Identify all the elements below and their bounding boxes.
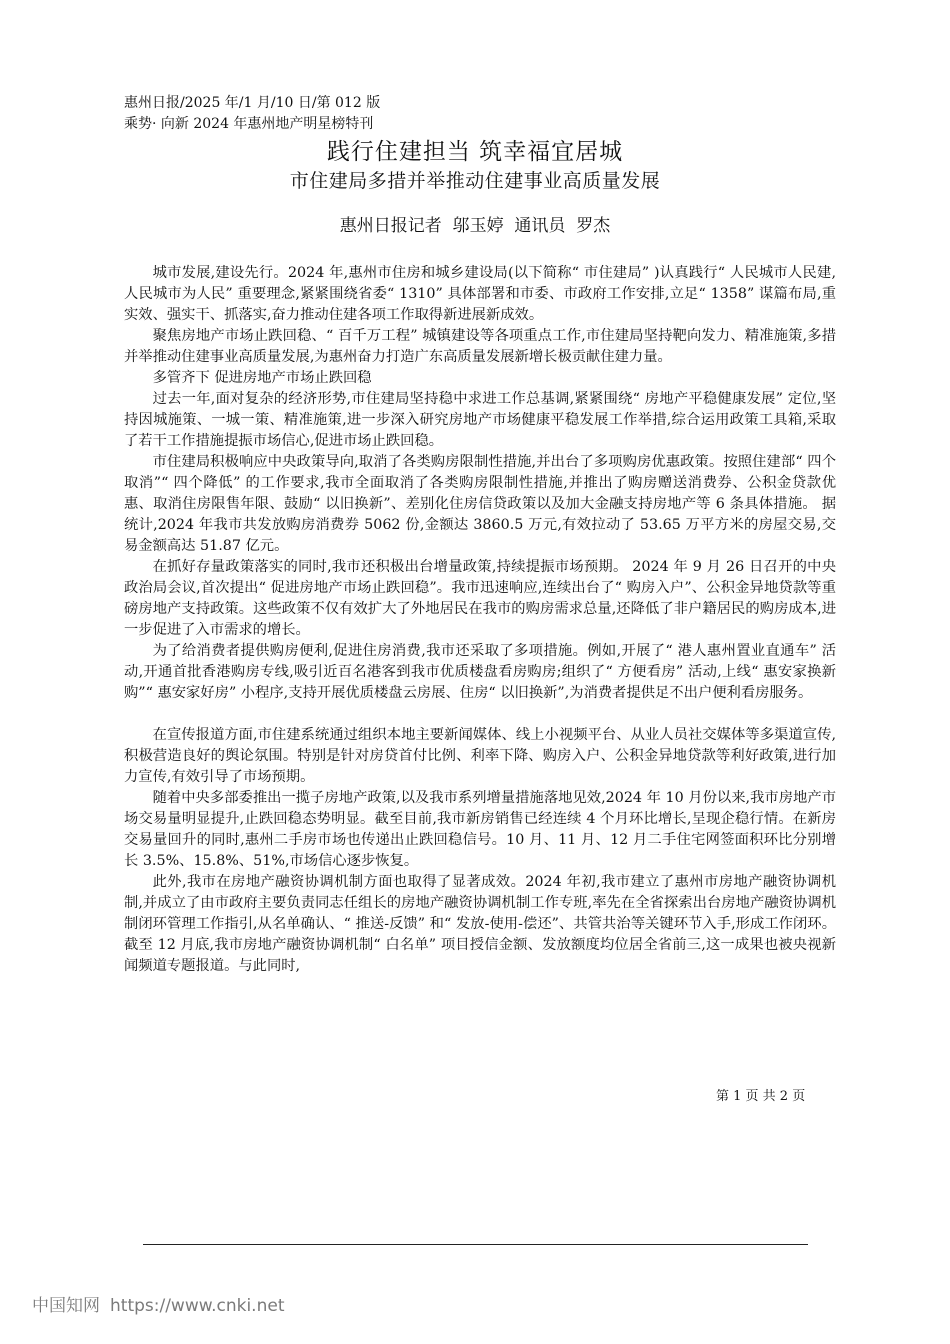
article-subtitle: 市住建局多措并举推动住建事业高质量发展 (289, 170, 661, 192)
paragraph: 聚焦房地产市场止跌回稳、“ 百千万工程” 城镇建设等各项重点工作,市住建局坚持靶向发力、精准施策,多措并举推动住建事业高质量发展,为惠州奋力打造广东高质量发展新增长极贡献住建力量。 (124, 328, 836, 365)
paragraph: 过去一年,面对复杂的经济形势,市住建局坚持稳中求进工作总基调,紧紧围绕“ 房地产平稳健康发展” 定位,坚持因城施策、一城一策、精准施策,进一步深入研究房地产市场健康平稳发展工作举措,综合运用政策工具箱,采取了若干工作措施提振市场信心,促进市场止跌回稳。 (124, 391, 836, 449)
footer-divider (143, 1244, 808, 1245)
section-heading: 多管齐下 促进房地产市场止跌回稳 (152, 370, 372, 386)
paragraph: 在抓好存量政策落实的同时,我市还积极出台增量政策,持续提振市场预期。 2024 年 9 月 26 日召开的中央政治局会议,首次提出“ 促进房地产市场止跌回稳”。我市迅速响应,连续出台了“ 购房入户”、公积金异地贷款等重磅房地产支持政策。这些政策不仅有效扩大了外地居民在我市的购房需求总量,还降低了非户籍居民的购房成本,进一步促进了入市需求的增长。 (124, 559, 836, 638)
source-line: 惠州日报/2025 年/1 月/10 日/第 012 版 (124, 95, 381, 111)
paragraph: 随着中央多部委推出一揽子房地产政策,以及我市系列增量措施落地见效,2024 年 10 月份以来,我市房地产市场交易量明显提升,止跌回稳态势明显。截至目前,我市新房销售已经连续 4 个月环比增长,呈现企稳行情。在新房交易量回升的同时,惠州二手房市场也传递出止跌回稳信号。10 月、11 月、12 月二手住宅网签面积环比分别增长 3.5%、15.8%、51%,市场信心逐步恢复。 (124, 790, 836, 869)
byline: 惠州日报记者 邬玉婷 通讯员 罗杰 (339, 216, 611, 236)
article-body (124, 263, 836, 977)
paragraph: 市住建局积极响应中央政策导向,取消了各类购房限制性措施,并出台了多项购房优惠政策。按照住建部“ 四个取消”“ 四个降低” 的工作要求,我市全面取消了各类购房限制性措施,并推出了购房赠送消费券、公积金贷款优惠、取消住房限售年限、鼓励“ 以旧换新”、差别化住房信贷政策以及加大金融支持房地产等 6 条具体措施。 据统计,2024 年我市共发放购房消费券 5062 份,金额达 3860.5 万元,有效拉动了 53.65 万平方米的房屋交易,交易金额高达 51.87 亿元。 (124, 454, 836, 554)
paragraph: 城市发展,建设先行。2024 年,惠州市住房和城乡建设局(以下简称“ 市住建局” )认真践行“ 人民城市人民建,人民城市为人民” 重要理念,紧紧围绕省委“ 1310” 具体部署和市委、市政府工作安排,立足“ 1358” 谋篇布局,重实效、强实干、抓落实,奋力推动住建各项工作取得新进展新成效。 (124, 265, 836, 323)
article-title: 践行住建担当 筑幸福宜居城 (326, 139, 624, 165)
column-line: 乘势· 向新 2024 年惠州地产明星榜特刊 (124, 116, 374, 132)
page-number: 第 1 页 共 2 页 (716, 1089, 806, 1104)
watermark-url[interactable]: https://www.cnki.net (110, 1296, 285, 1316)
paragraph: 为了给消费者提供购房便利,促进住房消费,我市还采取了多项措施。例如,开展了“ 港人惠州置业直通车” 活动,开通首批香港购房专线,吸引近百名港客到我市优质楼盘看房购房;组织了“ 方便看房” 活动,上线“ 惠安家换新购”“ 惠安家好房” 小程序,支持开展优质楼盘云房展、住房“ 以旧换新”,为消费者提供足不出户便利看房服务。 (124, 643, 836, 701)
paragraph: 此外,我市在房地产融资协调机制方面也取得了显著成效。2024 年初,我市建立了惠州市房地产融资协调机制,并成立了由市政府主要负责同志任组长的房地产融资协调机制工作专班,率先在全省探索出台房地产融资协调机制闭环管理工作指引,从名单确认、“ 推送-反馈” 和“ 发放-使用-偿还”、共管共治等关键环节入手,形成工作闭环。截至 12 月底,我市房地产融资协调机制“ 白名单” 项目授信金额、发放额度均位居全省前三,这一成果也被央视新闻频道专题报道。与此同时, (124, 874, 836, 974)
paragraph: 在宣传报道方面,市住建系统通过组织本地主要新闻媒体、线上小视频平台、从业人员社交媒体等多渠道宣传,积极营造良好的舆论氛围。特别是针对房贷首付比例、利率下降、购房入户、公积金异地贷款等利好政策,进行加力宣传,有效引导了市场预期。 (124, 727, 836, 785)
watermark-brand: 中国知网 (32, 1296, 100, 1316)
watermark (32, 1295, 284, 1317)
